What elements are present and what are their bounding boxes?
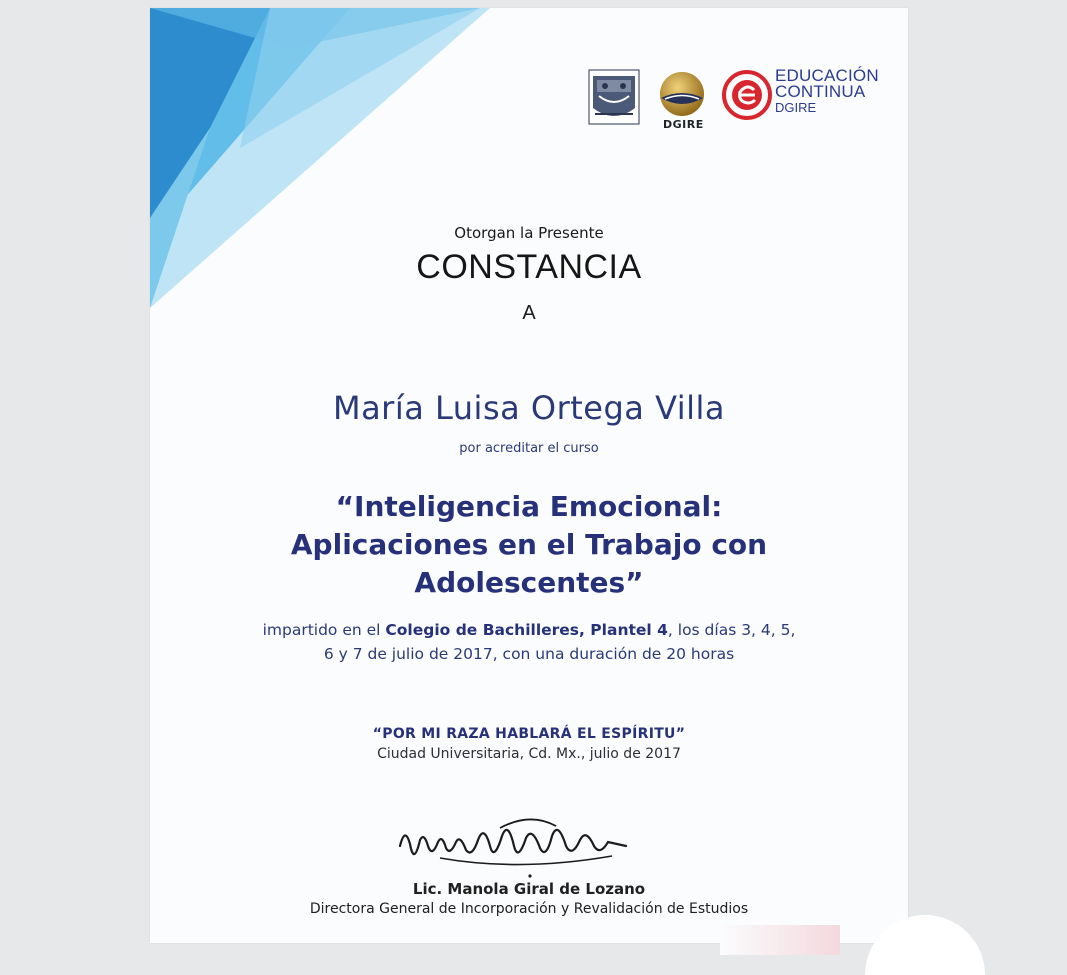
signer-title: Directora General de Incorporación y Revalidación de Estudios	[309, 901, 749, 917]
signer-name: Lic. Manola Giral de Lozano	[412, 880, 646, 898]
unam-crest-icon	[585, 68, 643, 126]
reason-text: por acreditar el curso	[459, 441, 599, 456]
educacion-continua-logo-icon	[722, 70, 772, 120]
handwritten-signature	[380, 806, 640, 886]
bottom-pink-shade	[720, 925, 840, 955]
educacion-continua-text	[775, 68, 879, 116]
to-letter: A	[522, 302, 536, 324]
university-motto: “POR MI RAZA HABLARÁ EL ESPÍRITU”	[372, 726, 686, 742]
recipient-name: María Luisa Ortega Villa	[332, 389, 726, 427]
ec-line-1: EDUCACIÓN	[775, 66, 879, 85]
certificate-title: CONSTANCIA	[416, 248, 642, 286]
place-date: Ciudad Universitaria, Cd. Mx., julio de 2017	[377, 746, 681, 762]
details-prefix: impartido en el	[262, 621, 386, 639]
details-suffix: , los días 3, 4, 5,	[667, 621, 796, 639]
ec-line-2: CONTINUA	[775, 82, 866, 101]
course-title-line-2: Aplicaciones en el Trabajo con	[290, 528, 768, 561]
dgire-logo-label: DGIRE	[663, 118, 704, 131]
course-title-line-1: “Inteligencia Emocional:	[335, 490, 723, 523]
details-line-1	[150, 618, 908, 642]
ec-line-3: DGIRE	[775, 100, 817, 115]
course-title-line-3: Adolescentes”	[414, 566, 644, 599]
details-line-2: 6 y 7 de julio de 2017, con una duración de 20 horas	[323, 645, 735, 663]
course-details	[150, 618, 908, 666]
certificate-sheet	[150, 8, 908, 943]
course-title	[150, 488, 908, 602]
header-logos	[585, 68, 895, 138]
institution-name: Colegio de Bachilleres, Plantel 4	[385, 621, 668, 639]
intro-text: Otorgan la Presente	[454, 224, 604, 242]
